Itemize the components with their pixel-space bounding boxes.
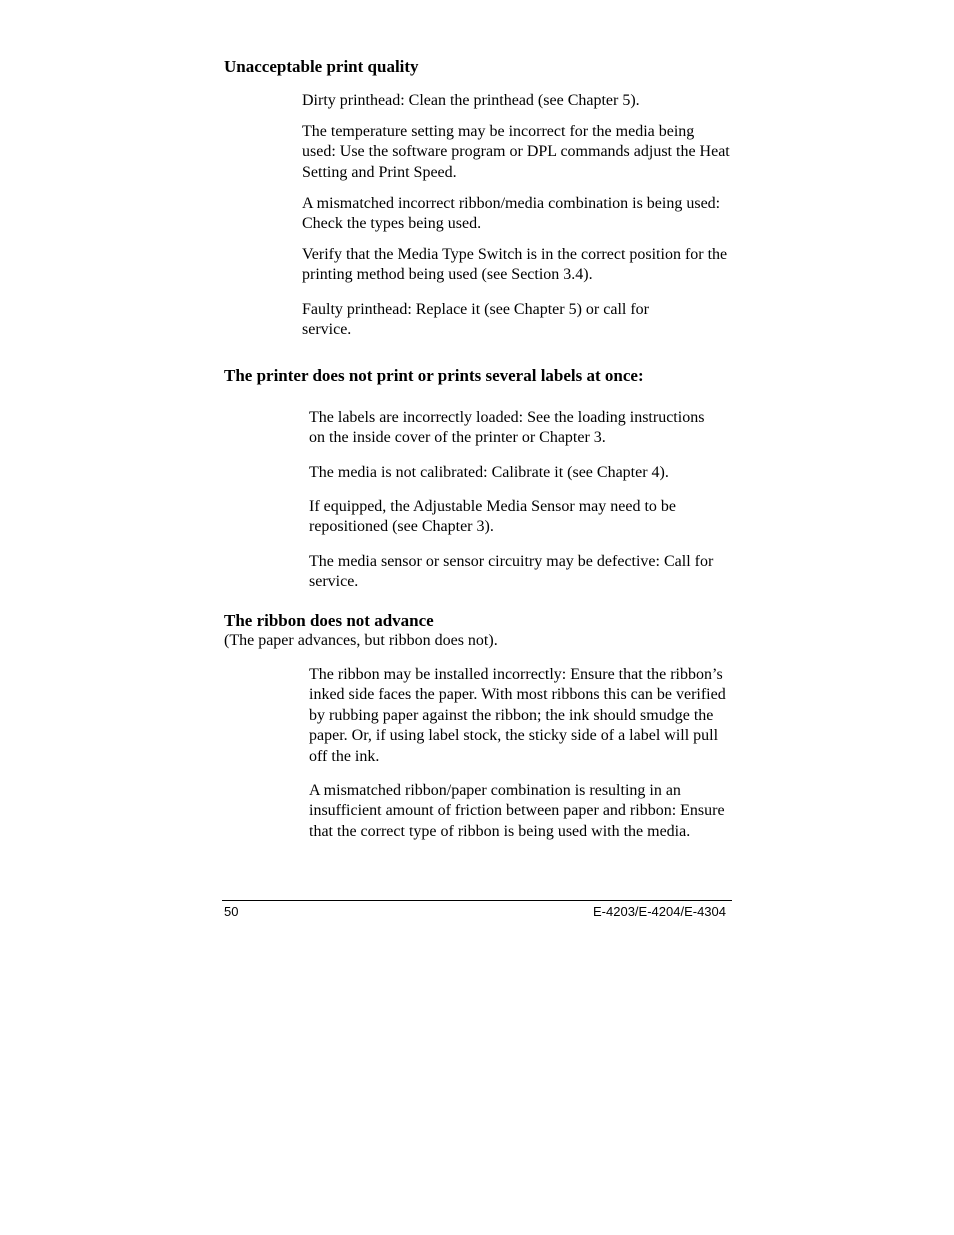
paragraph: The media sensor or sensor circuitry may be defective: Call for service. xyxy=(309,553,714,591)
section-heading-ribbon-advance: The ribbon does not advance xyxy=(224,611,434,630)
paragraph: Verify that the Media Type Switch is in the correct position for the printing method being used (see Section 3.4). xyxy=(302,246,728,284)
section-note: (The paper advances, but ribbon does not). xyxy=(224,632,498,649)
paragraph: If equipped, the Adjustable Media Sensor may need to be repositioned (see Chapter 3). xyxy=(309,498,677,536)
paragraph: The labels are incorrectly loaded: See the loading instructions on the inside cover of the printer or Chapter 3. xyxy=(309,409,705,447)
paragraph: A mismatched ribbon/paper combination is resulting in an insufficient amount of friction between paper and ribbon: Ensure that the correct type of ribbon is being used with the media. xyxy=(309,782,725,840)
paragraph: The temperature setting may be incorrect for the media being used: Use the software program or DPL commands adjust the Heat Setting and Print Speed. xyxy=(302,123,730,181)
section-heading-print-quality: Unacceptable print quality xyxy=(224,57,419,76)
paragraph: A mismatched incorrect ribbon/media combination is being used: Check the types being used. xyxy=(302,195,721,233)
paragraph: The media is not calibrated: Calibrate it (see Chapter 4). xyxy=(309,464,669,481)
footer-rule xyxy=(222,900,732,901)
section-heading-does-not-print: The printer does not print or prints several labels at once: xyxy=(224,366,644,385)
model-number: E-4203/E-4204/E-4304 xyxy=(593,904,726,919)
paragraph: Dirty printhead: Clean the printhead (see Chapter 5). xyxy=(302,92,640,109)
paragraph: Faulty printhead: Replace it (see Chapter 5) or call for service. xyxy=(302,301,649,339)
paragraph: The ribbon may be installed incorrectly: Ensure that the ribbon’s inked side faces the paper. With most ribbons this can be verified by rubbing paper against the ribbon; the ink should smudge the paper. Or, if using label stock, the sticky side of a label will pull off the ink. xyxy=(309,666,726,765)
page-number: 50 xyxy=(224,904,239,919)
